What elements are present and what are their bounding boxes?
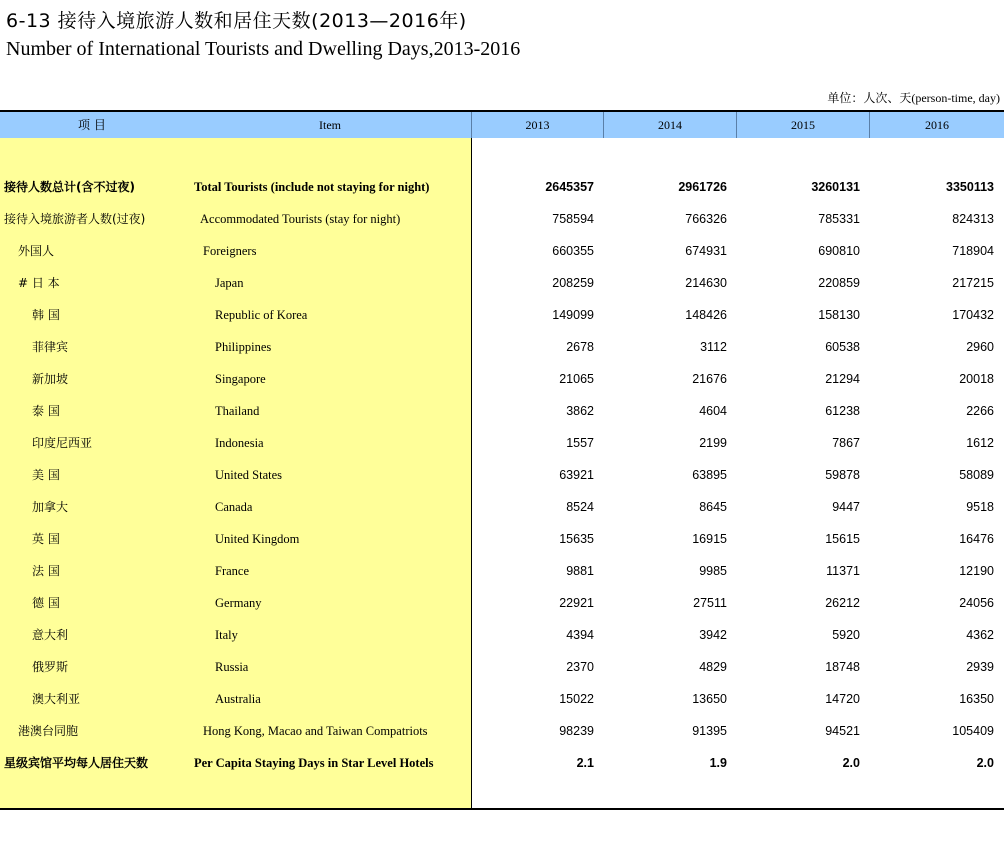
cell-value-2013: 22921 <box>559 596 594 610</box>
row-label-cn: 星级宾馆平均每人居住天数 <box>4 756 149 770</box>
cell-value-2014: 4604 <box>699 404 727 418</box>
cell-value-2016: 9518 <box>966 500 994 514</box>
cell-value-2013: 660355 <box>552 244 594 258</box>
row-label-en: Indonesia <box>215 436 264 450</box>
table-row <box>0 651 1004 683</box>
cell-value-2016: 1612 <box>966 436 994 450</box>
cell-value-2016: 24056 <box>959 596 994 610</box>
row-label-cn: 外国人 <box>18 244 55 258</box>
row-label-cn: # 日 本 <box>18 276 60 290</box>
row-label-cn: 法 国 <box>32 564 60 578</box>
row-label-en: Accommodated Tourists (stay for night) <box>200 212 401 226</box>
cell-value-2014: 16915 <box>692 532 727 546</box>
cell-value-2016: 105409 <box>952 724 994 738</box>
cell-value-2015: 61238 <box>825 404 860 418</box>
cell-value-2014: 2199 <box>699 436 727 450</box>
cell-value-2015: 3260131 <box>811 180 860 194</box>
cell-value-2014: 1.9 <box>709 756 727 770</box>
cell-value-2015: 220859 <box>818 276 860 290</box>
row-label-en: Hong Kong, Macao and Taiwan Compatriots <box>203 724 428 738</box>
table-row <box>0 459 1004 491</box>
row-label-cn: 印度尼西亚 <box>32 436 93 450</box>
row-label-en: Japan <box>215 276 244 290</box>
row-label-cn: 加拿大 <box>32 500 69 514</box>
cell-value-2013: 758594 <box>552 212 594 226</box>
cell-value-2015: 5920 <box>832 628 860 642</box>
cell-value-2014: 27511 <box>693 596 727 610</box>
row-label-cn: 俄罗斯 <box>32 660 69 674</box>
row-label-en: Canada <box>215 500 253 514</box>
row-label-cn: 新加坡 <box>32 372 69 386</box>
cell-value-2014: 8645 <box>699 500 727 514</box>
row-label-cn: 菲律宾 <box>32 340 69 354</box>
cell-value-2016: 16476 <box>959 532 994 546</box>
cell-value-2013: 63921 <box>559 468 594 482</box>
bottom-rule <box>0 808 1004 810</box>
cell-value-2013: 1557 <box>566 436 594 450</box>
cell-value-2016: 170432 <box>952 308 994 322</box>
cell-value-2016: 4362 <box>966 628 994 642</box>
cell-value-2014: 3942 <box>699 628 727 642</box>
table-row <box>0 331 1004 363</box>
cell-value-2015: 158130 <box>818 308 860 322</box>
row-label-en: Italy <box>215 628 238 642</box>
table-row <box>0 427 1004 459</box>
row-label-cn: 意大利 <box>32 628 69 642</box>
row-label-en: United States <box>215 468 283 482</box>
table-row <box>0 363 1004 395</box>
row-label-en: United Kingdom <box>215 532 300 546</box>
row-label-cn: 英 国 <box>32 532 60 546</box>
cell-value-2015: 2.0 <box>842 756 860 770</box>
cell-value-2014: 9985 <box>699 564 727 578</box>
cell-value-2013: 4394 <box>566 628 594 642</box>
table-row <box>0 395 1004 427</box>
table-title-en: Number of International Tourists and Dwelling Days,2013-2016 <box>6 38 521 60</box>
cell-value-2015: 690810 <box>818 244 860 258</box>
cell-value-2015: 11371 <box>826 564 860 578</box>
header-year-2013: 2013 <box>471 112 604 138</box>
cell-value-2013: 208259 <box>552 276 594 290</box>
cell-value-2016: 2960 <box>966 340 994 354</box>
table-row <box>0 491 1004 523</box>
cell-value-2014: 91395 <box>692 724 727 738</box>
cell-value-2015: 94521 <box>825 724 860 738</box>
cell-value-2013: 15022 <box>559 692 594 706</box>
row-label-cn: 美 国 <box>32 468 60 482</box>
cell-value-2016: 718904 <box>952 244 994 258</box>
row-label-en: Australia <box>215 692 261 706</box>
row-label-en: Foreigners <box>203 244 257 258</box>
table-row <box>0 587 1004 619</box>
cell-value-2015: 7867 <box>832 436 860 450</box>
cell-value-2015: 9447 <box>832 500 860 514</box>
row-label-cn: 泰 国 <box>32 404 60 418</box>
row-label-en: France <box>215 564 250 578</box>
cell-value-2014: 3112 <box>700 340 727 354</box>
cell-value-2013: 98239 <box>559 724 594 738</box>
row-label-en: Philippines <box>215 340 272 354</box>
row-label-en: Per Capita Staying Days in Star Level Hotels <box>194 756 434 770</box>
header-item-en: Item <box>319 118 341 132</box>
table-row <box>0 523 1004 555</box>
cell-value-2016: 824313 <box>952 212 994 226</box>
cell-value-2016: 58089 <box>959 468 994 482</box>
cell-value-2015: 21294 <box>825 372 860 386</box>
table-title-cn: 6-13 接待入境旅游人数和居住天数(2013—2016年) <box>6 10 467 32</box>
cell-value-2014: 214630 <box>685 276 727 290</box>
cell-value-2016: 2.0 <box>976 756 994 770</box>
cell-value-2015: 14720 <box>825 692 860 706</box>
table-row <box>0 171 1004 203</box>
header-year-2014: 2014 <box>604 112 737 138</box>
cell-value-2014: 21676 <box>692 372 727 386</box>
table-header <box>0 112 1004 138</box>
cell-value-2015: 60538 <box>825 340 860 354</box>
header-item-cn: 项 目 <box>0 112 471 138</box>
row-label-en: Russia <box>215 660 249 674</box>
row-label-en: Total Tourists (include not staying for night) <box>194 180 430 194</box>
cell-value-2013: 21065 <box>559 372 594 386</box>
cell-value-2015: 26212 <box>825 596 860 610</box>
table-row <box>0 235 1004 267</box>
row-label-en: Germany <box>215 596 262 610</box>
cell-value-2016: 2266 <box>966 404 994 418</box>
cell-value-2016: 2939 <box>966 660 994 674</box>
row-label-cn: 接待人数总计(含不过夜) <box>4 180 135 194</box>
table-row <box>0 715 1004 747</box>
table-row <box>0 683 1004 715</box>
cell-value-2014: 2961726 <box>678 180 727 194</box>
cell-value-2016: 217215 <box>952 276 994 290</box>
row-label-cn: 接待入境旅游者人数(过夜) <box>4 212 146 226</box>
cell-value-2013: 15635 <box>559 532 594 546</box>
cell-value-2015: 785331 <box>818 212 860 226</box>
cell-value-2013: 2370 <box>566 660 594 674</box>
table-row <box>0 299 1004 331</box>
cell-value-2015: 59878 <box>825 468 860 482</box>
cell-value-2013: 8524 <box>566 500 594 514</box>
cell-value-2016: 16350 <box>959 692 994 706</box>
cell-value-2015: 18748 <box>825 660 860 674</box>
cell-value-2013: 149099 <box>552 308 594 322</box>
cell-value-2013: 2678 <box>566 340 594 354</box>
cell-value-2016: 12190 <box>959 564 994 578</box>
cell-value-2014: 766326 <box>685 212 727 226</box>
cell-value-2016: 20018 <box>959 372 994 386</box>
table-row <box>0 267 1004 299</box>
cell-value-2016: 3350113 <box>946 180 994 194</box>
table-row <box>0 619 1004 651</box>
table-row <box>0 747 1004 779</box>
cell-value-2013: 2645357 <box>545 180 594 194</box>
row-label-en: Singapore <box>215 372 266 386</box>
cell-value-2014: 4829 <box>699 660 727 674</box>
cell-value-2015: 15615 <box>825 532 860 546</box>
cell-value-2014: 674931 <box>685 244 727 258</box>
header-year-2015: 2015 <box>737 112 870 138</box>
row-label-cn: 德 国 <box>32 596 60 610</box>
table-row <box>0 203 1004 235</box>
row-label-cn: 澳大利亚 <box>32 692 81 706</box>
unit-note: 单位：人次、天(person-time, day) <box>827 91 1000 105</box>
table-row <box>0 555 1004 587</box>
row-label-cn: 韩 国 <box>32 308 60 322</box>
cell-value-2013: 2.1 <box>576 756 594 770</box>
cell-value-2014: 63895 <box>692 468 727 482</box>
row-label-en: Republic of Korea <box>215 308 308 322</box>
row-label-en: Thailand <box>215 404 260 418</box>
cell-value-2014: 148426 <box>685 308 727 322</box>
cell-value-2013: 9881 <box>566 564 594 578</box>
header-year-2016: 2016 <box>870 112 1004 138</box>
cell-value-2014: 13650 <box>692 692 727 706</box>
cell-value-2013: 3862 <box>566 404 594 418</box>
row-label-cn: 港澳台同胞 <box>18 724 79 738</box>
